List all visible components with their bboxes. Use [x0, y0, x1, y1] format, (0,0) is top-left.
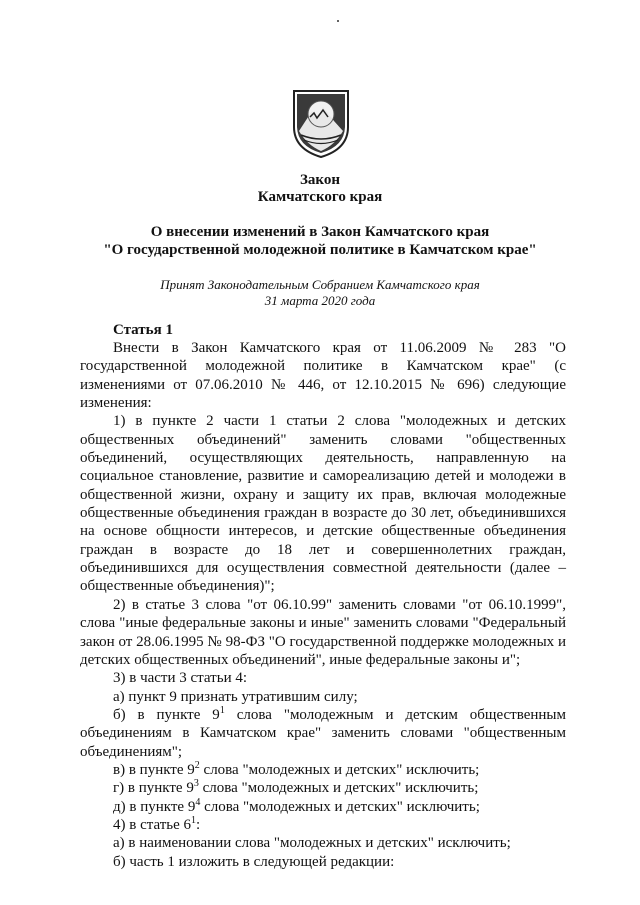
- superscript: 1: [191, 814, 197, 826]
- sub-item-text: слова "молодежных и детских" исключить;: [199, 761, 480, 778]
- superscript: 1: [219, 704, 225, 716]
- sub-item-3c: [80, 761, 566, 779]
- law-subject-line-1: О внесении изменений в Закон Камчатского края: [150, 224, 490, 240]
- amendment-item-2: 2) в статье 3 слова "от 06.10.99" заменить словами "от 06.10.1999", слова "иные федеральные законы и иные" заменить словами "Федеральный закон от 28.06.1995 № 98-ФЗ "О государственной поддержке молодежных и детских общественных объединений", иные федеральные законы и";: [80, 596, 566, 668]
- adoption-authority: Принят Законодательным Собранием Камчатского края: [160, 277, 480, 292]
- sub-item-text: слова "молодежным и детским общественным объединениям в Камчатском крае" заменить словами "общественным объединениям";: [80, 706, 566, 760]
- article-intro: Внести в Закон Камчатского края от 11.06.2009 № 283 "О государственной молодежной политике в Камчатском крае" (с изменениями от 07.06.2010 № 446, от 12.10.2015 № 696) следующие изменения:: [80, 340, 566, 412]
- superscript: 2: [194, 759, 200, 771]
- superscript: 3: [193, 778, 199, 790]
- region-title: Камчатского края: [257, 189, 383, 205]
- sub-item-text: г) в пункте 9: [113, 780, 194, 797]
- coat-of-arms-icon: [290, 87, 352, 159]
- sub-item-3b: [80, 706, 566, 761]
- sub-item-text: д) в пункте 9: [113, 798, 196, 815]
- sub-item-text: слова "молодежных и детских" исключить;: [200, 798, 480, 815]
- item-text: 4) в статье 6: [113, 816, 192, 833]
- amendment-item-3: 3) в части 3 статьи 4:: [113, 670, 248, 687]
- sub-item-text: слова "молодежных и детских" исключить;: [198, 780, 479, 797]
- adoption-date: 31 марта 2020 года: [264, 293, 376, 308]
- amendment-item-1: 1) в пункте 2 части 1 статьи 2 слова "молодежных и детских общественных объединений" заменить словами "общественных объединений, осуществляющих деятельность, направленную на социальное становление, развитие и самореализацию детей и молодежи в общественной жизни, охрану и защиту их прав, включая молодежные общественные объединения граждан в возрасте до 30 лет, объединившихся на основе общности интересов, и детские общественные объединения граждан в возрасте до 18 лет и совершеннолетних граждан, объединившихся для осуществления совместной деятельности (далее – общественные объединения)";: [80, 413, 566, 595]
- article-heading: Статья 1: [113, 322, 173, 338]
- amendment-item-4: [80, 816, 566, 834]
- law-subject-line-2: "О государственной молодежной политике в Камчатском крае": [103, 242, 537, 258]
- scan-speck: [337, 20, 339, 22]
- document-type-title: Закон: [299, 172, 340, 188]
- sub-item-4b: б) часть 1 изложить в следующей редакции:: [113, 853, 395, 870]
- sub-item-text: б) в пункте 9: [113, 706, 220, 723]
- sub-item-3a: а) пункт 9 признать утратившим силу;: [113, 688, 358, 705]
- sub-item-3e: [80, 798, 566, 816]
- sub-item-text: в) в пункте 9: [113, 761, 195, 778]
- sub-item-3d: [80, 779, 566, 797]
- sub-item-4a: а) в наименовании слова "молодежных и детских" исключить;: [113, 835, 511, 852]
- article-body: [80, 339, 566, 871]
- item-text: :: [196, 816, 201, 833]
- superscript: 4: [195, 796, 201, 808]
